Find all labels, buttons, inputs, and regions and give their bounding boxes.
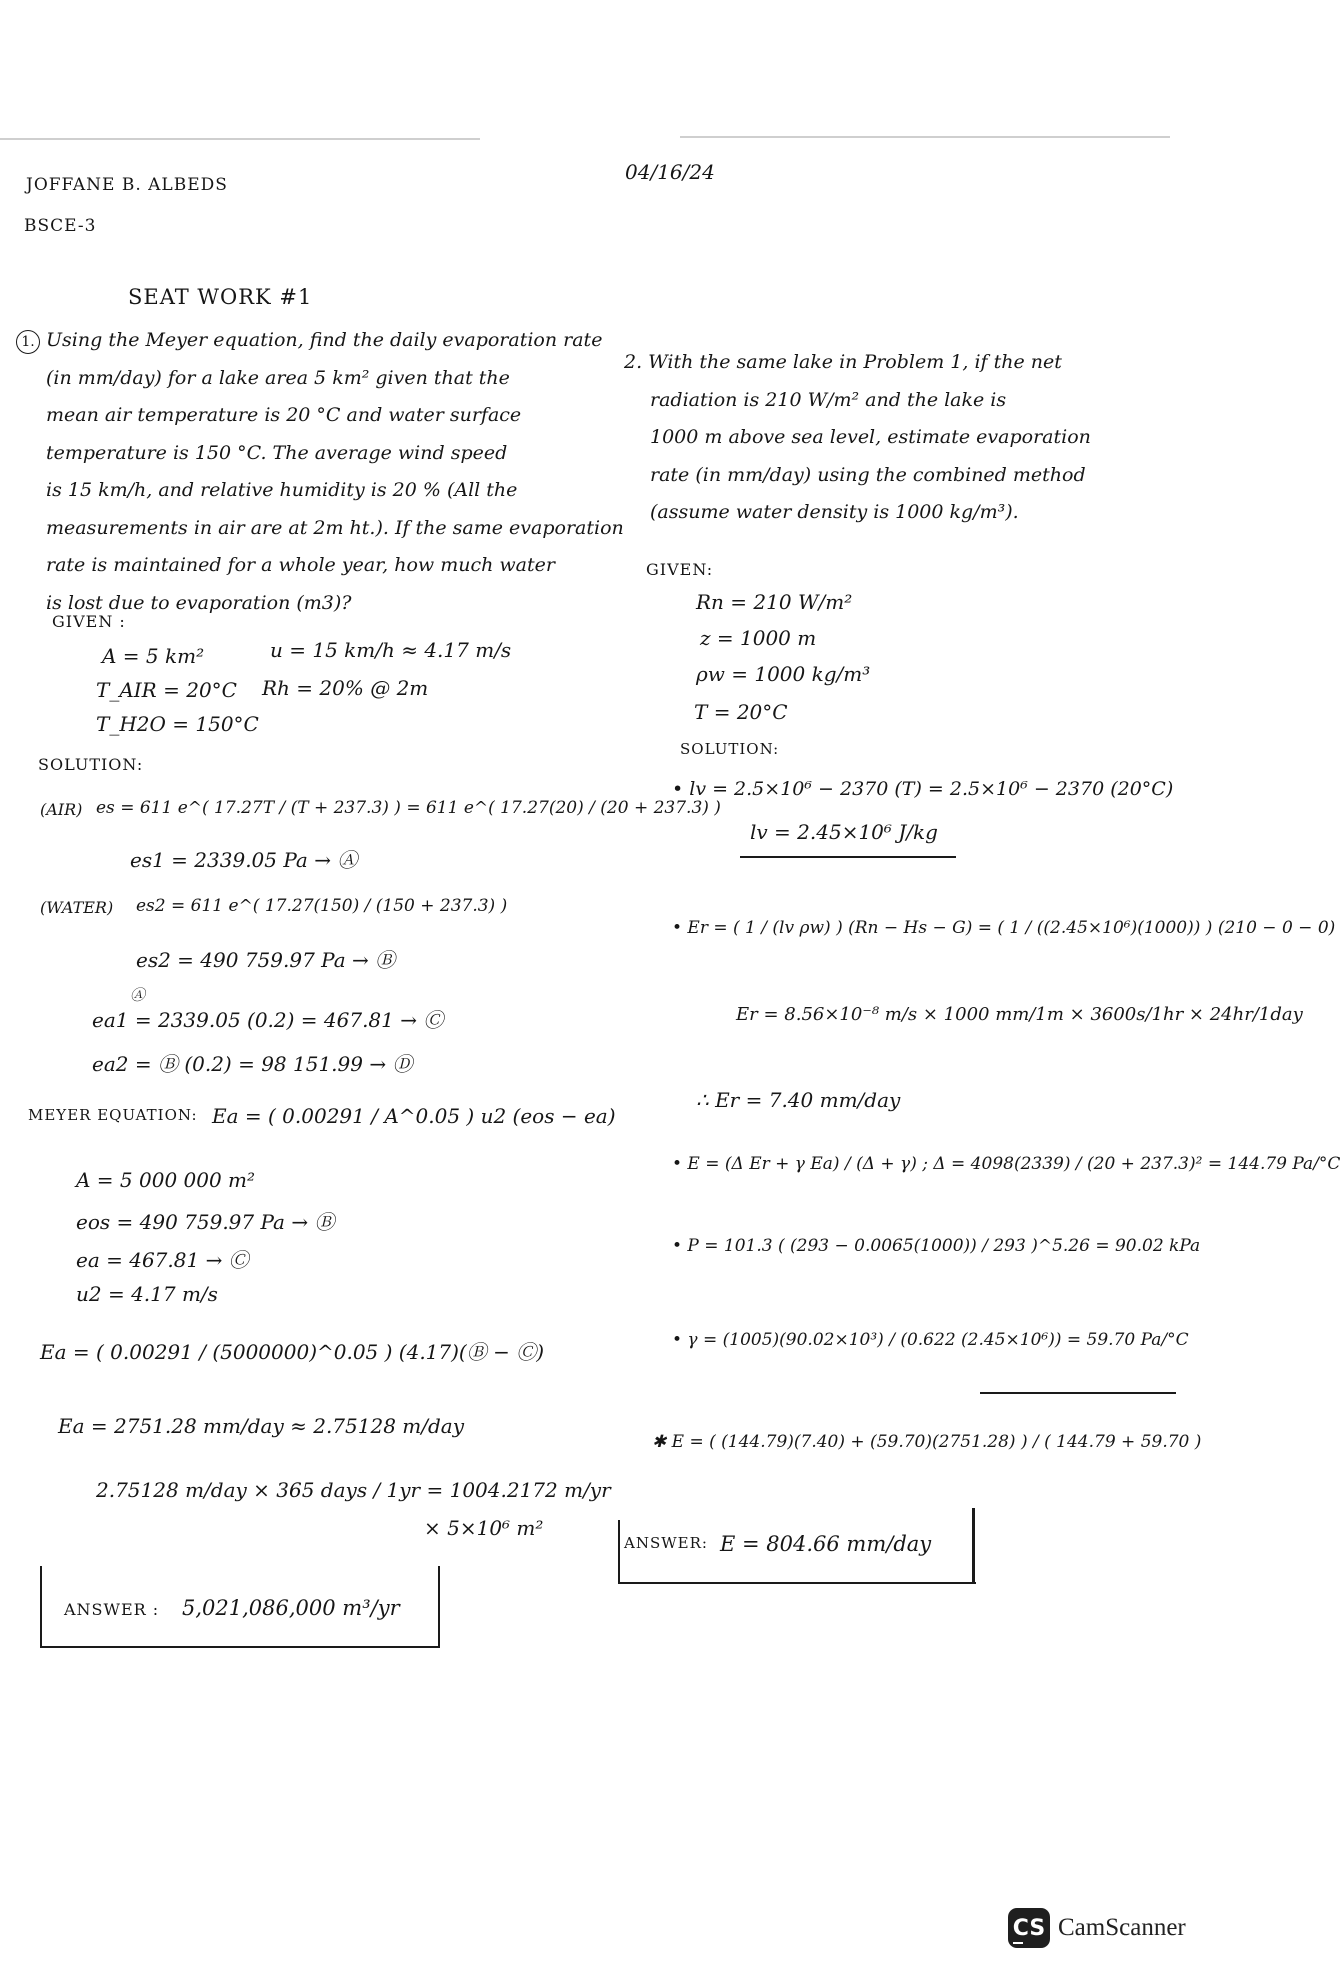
p1-given-wind: u = 15 km/h ≈ 4.17 m/s	[270, 638, 512, 662]
p2-given-label: GIVEN:	[646, 560, 714, 579]
p1-ea1: ea1 = 2339.05 (0.2) = 467.81 → Ⓒ	[92, 1008, 444, 1032]
p1-answer-label: ANSWER :	[64, 1600, 160, 1619]
scan-edge-left	[0, 138, 480, 140]
p1-ea1-ref: Ⓐ	[130, 986, 146, 1004]
p1-air-label: (AIR)	[40, 800, 83, 819]
p2-lv-equation: • lv = 2.5×10⁶ − 2370 (T) = 2.5×10⁶ − 2370 (20°C)	[672, 778, 1174, 800]
p1-meyer-area: A = 5 000 000 m²	[76, 1168, 256, 1192]
problem2-statement	[624, 344, 1091, 532]
p1-given-rh: Rh = 20% @ 2m	[262, 676, 429, 700]
p1-line: rate is maintained for a whole year, how much water	[46, 554, 555, 576]
p2-e-equation: • E = (Δ Er + γ Ea) / (Δ + γ) ; Δ = 4098(2339) / (20 + 237.3)² = 144.79 Pa/°C	[672, 1154, 1340, 1174]
p1-es1: es1 = 2339.05 Pa → Ⓐ	[130, 848, 358, 872]
p1-given-tair: T_AIR = 20°C	[96, 678, 237, 702]
p1-meyer-ea: ea = 467.81 → Ⓒ	[76, 1248, 249, 1272]
p2-line: 2. With the same lake in Problem 1, if the net	[624, 351, 1062, 373]
scan-edge-right	[680, 136, 1170, 138]
p2-line: (assume water density is 1000 kg/m³).	[650, 501, 1019, 523]
p2-answer-box	[618, 1520, 976, 1584]
p1-ea-result: Ea = 2751.28 mm/day ≈ 2.75128 m/day	[58, 1414, 465, 1438]
p1-meyer-u2: u2 = 4.17 m/s	[76, 1282, 218, 1306]
p2-er-result: ∴ Er = 7.40 mm/day	[696, 1088, 901, 1112]
camscanner-badge: CS	[1008, 1908, 1050, 1948]
p2-line: radiation is 210 W/m² and the lake is	[650, 388, 1007, 411]
p2-er-conversion: Er = 8.56×10⁻⁸ m/s × 1000 mm/1m × 3600s/1hr × 24hr/1day	[736, 1004, 1303, 1025]
p2-line: rate (in mm/day) using the combined method	[650, 463, 1086, 486]
p2-er-equation: • Er = ( 1 / (lv ρw) ) (Rn − Hs − G) = ( 1 / ((2.45×10⁶)(1000)) ) (210 − 0 − 0)	[672, 918, 1336, 938]
p1-line: is lost due to evaporation (m3)?	[46, 591, 352, 614]
p1-meyer-equation: Ea = ( 0.00291 / A^0.05 ) u2 (eos − ea)	[212, 1104, 616, 1128]
p2-final-equation: ✱ E = ( (144.79)(7.40) + (59.70)(2751.28) ) / ( 144.79 + 59.70 )	[652, 1432, 1202, 1452]
p1-line: mean air temperature is 20 °C and water surface	[46, 404, 522, 426]
p2-p-equation: • P = 101.3 ( (293 − 0.0065(1000)) / 293 )^5.26 = 90.02 kPa	[672, 1236, 1201, 1256]
student-section: BSCE-3	[24, 216, 97, 236]
p1-line: is 15 km/h, and relative humidity is 20 % (All the	[46, 479, 518, 501]
p1-answer-value: 5,021,086,000 m³/yr	[182, 1596, 400, 1620]
page-title: SEAT WORK #1	[128, 285, 313, 309]
p2-gamma-underline	[980, 1392, 1176, 1394]
camscanner-logo	[1008, 1908, 1186, 1948]
p1-given-twater: T_H2O = 150°C	[96, 712, 259, 736]
p1-meyer-label: MEYER EQUATION:	[28, 1106, 198, 1124]
camscanner-text: CamScanner	[1058, 1914, 1186, 1941]
p1-solution-label: SOLUTION:	[38, 755, 144, 774]
p1-line: temperature is 150 °C. The average wind speed	[46, 441, 508, 464]
p1-air-equation: es = 611 e^( 17.27T / (T + 237.3) ) = 611 e^( 17.27(20) / (20 + 237.3) )	[96, 798, 721, 818]
p1-given-label: GIVEN :	[52, 612, 126, 631]
p2-answer-value: E = 804.66 mm/day	[720, 1532, 932, 1556]
p1-line: (in mm/day) for a lake area 5 km² given that the	[46, 366, 510, 389]
p2-given-temp: T = 20°C	[694, 700, 788, 724]
p1-ea-substitution: Ea = ( 0.00291 / (5000000)^0.05 ) (4.17)(Ⓑ − Ⓒ)	[40, 1340, 545, 1364]
p1-es2: es2 = 490 759.97 Pa → Ⓑ	[136, 948, 396, 972]
p2-lv-underline	[740, 856, 956, 858]
p1-water-equation: es2 = 611 e^( 17.27(150) / (150 + 237.3) )	[136, 896, 508, 916]
p1-meyer-eos: eos = 490 759.97 Pa → Ⓑ	[76, 1210, 335, 1234]
p2-given-z: z = 1000 m	[700, 626, 817, 650]
p2-given-rn: Rn = 210 W/m²	[696, 590, 853, 614]
p1-area-multiplier: × 5×10⁶ m²	[424, 1516, 544, 1540]
p2-gamma-equation: • γ = (1005)(90.02×10³) / (0.622 (2.45×10⁶)) = 59.70 Pa/°C	[672, 1330, 1189, 1350]
date: 04/16/24	[625, 160, 715, 184]
p2-answer-box-right	[972, 1508, 975, 1582]
p2-solution-label: SOLUTION:	[680, 740, 780, 758]
p2-line: 1000 m above sea level, estimate evaporation	[650, 426, 1091, 448]
p2-lv-result: lv = 2.45×10⁶ J/kg	[750, 820, 938, 844]
problem1-number: 1.	[16, 330, 40, 354]
p2-answer-label: ANSWER:	[624, 1534, 708, 1552]
p1-answer-box	[40, 1566, 440, 1648]
p1-given-area: A = 5 km²	[102, 644, 205, 668]
p1-line: measurements in air are at 2m ht.). If the same evaporation	[46, 516, 624, 539]
problem1-statement	[16, 322, 624, 622]
student-name: JOFFANE B. ALBEDS	[26, 175, 228, 195]
p1-ea2: ea2 = Ⓑ (0.2) = 98 151.99 → Ⓓ	[92, 1052, 413, 1076]
p2-given-density: ρw = 1000 kg/m³	[696, 662, 871, 686]
p1-line: Using the Meyer equation, find the daily evaporation rate	[46, 329, 603, 351]
p1-water-label: (WATER)	[40, 898, 114, 917]
p1-year-calc: 2.75128 m/day × 365 days / 1yr = 1004.2172 m/yr	[96, 1478, 611, 1502]
